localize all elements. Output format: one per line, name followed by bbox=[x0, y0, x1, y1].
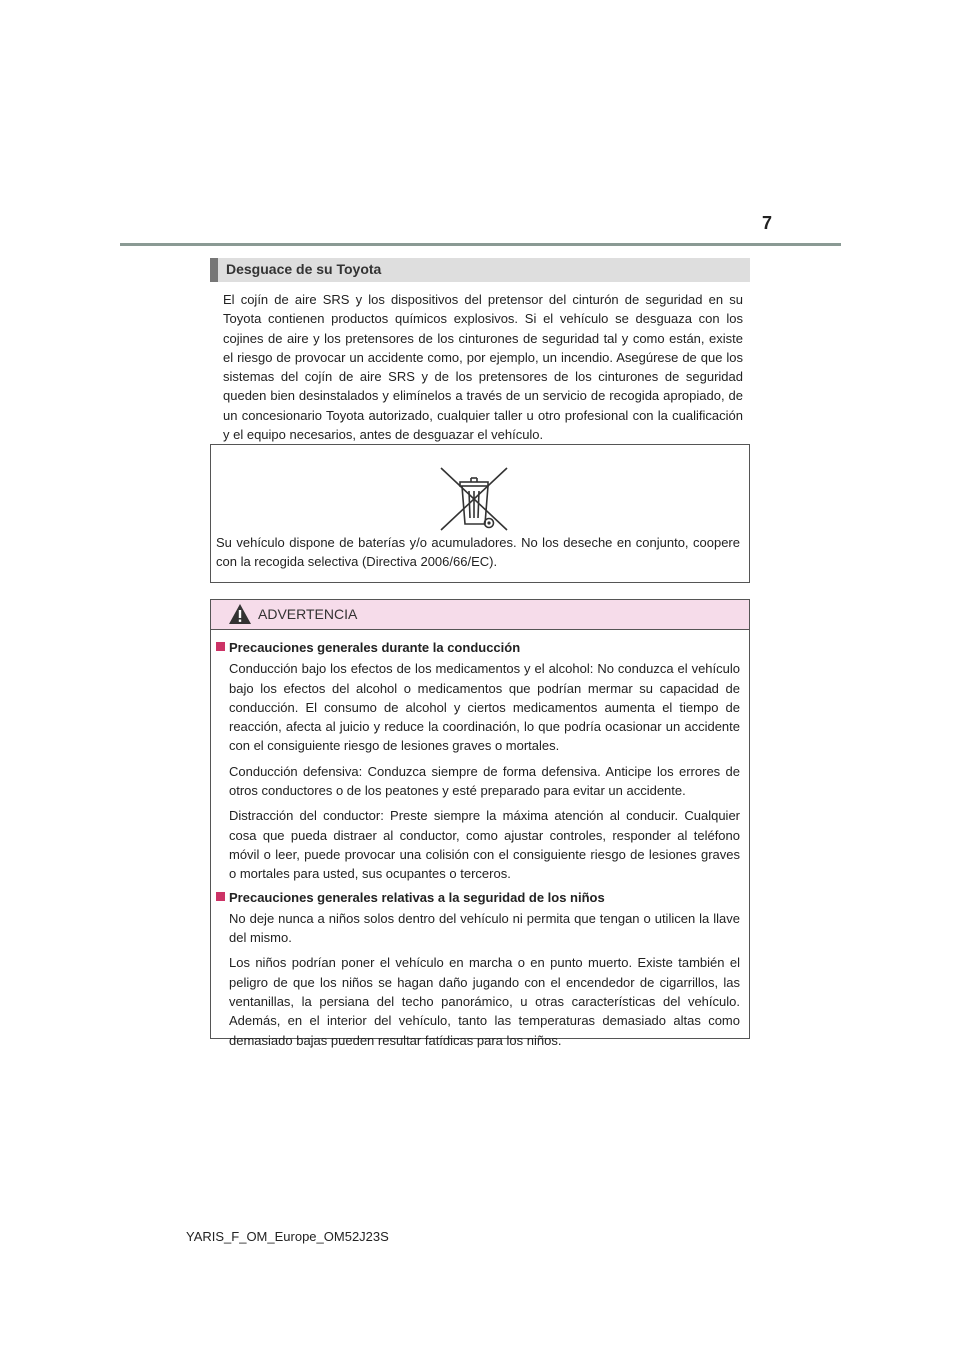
warning-triangle-icon bbox=[228, 603, 252, 625]
warning-paragraph: No deje nunca a niños solos dentro del vehículo ni permita que tengan o utilicen la llave del mismo. bbox=[229, 910, 740, 946]
battery-disposal-notice bbox=[210, 444, 750, 583]
section-heading bbox=[210, 258, 750, 282]
warning-box bbox=[210, 599, 750, 1048]
warning-header bbox=[211, 600, 749, 630]
page-number: 7 bbox=[761, 213, 772, 233]
square-bullet-icon bbox=[216, 892, 225, 901]
warning-title: ADVERTENCIA bbox=[258, 606, 358, 622]
section-paragraph: El cojín de aire SRS y los dispositivos del pretensor del cinturón de seguridad en su Toyota contienen productos químicos explosivos. Si el vehículo se desguaza con los cojines de aire y los pretensores de los cinturones de seguridad tal y como están, existe el riesgo de provocar un accidente como, por ejemplo, un incendio. Asegúrese de que los sistemas del cojín de aire SRS y de los pretensores de los cinturones de seguridad queden bien desinstalados y elimínelos a través de un servicio de recogida apropiado, de un concesionario Toyota autorizado, cualquier taller u otro profesional con la cualificación y el equipo necesarios, antes de desguazar el vehículo. bbox=[223, 292, 743, 443]
crossed-out-wheelie-bin-icon bbox=[439, 466, 509, 532]
square-bullet-icon bbox=[216, 642, 225, 651]
document-footer: YARIS_F_OM_Europe_OM52J23S bbox=[186, 1229, 389, 1244]
battery-notice-text: Su vehículo dispone de baterías y/o acumuladores. No los deseche en conjunto, coopere con la recogida selectiva (Directiva 2006/66/EC). bbox=[216, 535, 740, 569]
warning-paragraph: Conducción defensiva: Conduzca siempre de forma defensiva. Anticipe los errores de otros conductores o de los peatones y esté preparado para evitar un accidente. bbox=[229, 763, 740, 799]
warning-group-heading: Precauciones generales durante la conducción bbox=[216, 638, 740, 657]
warning-paragraph: Los niños podrían poner el vehículo en marcha o en punto muerto. Existe también el peligro de que los niños se hagan daño jugando con el encendedor de cigarrillos, las ventanillas, la persiana del techo panorámico, u otras características del vehículo. Además, en el interior del vehículo, tanto las temperaturas demasiado altas como demasiado bajas pueden resultar fatídicas para los niños. bbox=[229, 955, 740, 1048]
section-title: Desguace de su Toyota bbox=[226, 261, 382, 277]
warning-paragraph: Distracción del conductor: Preste siempre la máxima atención al conducir. Cualquier cosa que pueda distraer al conductor, como ajustar controles, responder al teléfono móvil o leer, puede provocar una colisión con el consiguiente riesgo de lesiones graves o mortales para usted, sus ocupantes o terceros. bbox=[229, 808, 740, 882]
header-rule bbox=[120, 243, 841, 246]
warning-group-heading: Precauciones generales relativas a la seguridad de los niños bbox=[216, 888, 740, 907]
warning-content bbox=[216, 638, 740, 1056]
warning-paragraph: Conducción bajo los efectos de los medicamentos y el alcohol: No conduzca el vehículo bajo los efectos del alcohol o medicamentos que podrían mermar su capacidad de conducción. El consumo de alcohol y ciertos medicamentos aumenta el tiempo de reacción, afecta al juicio y reduce la coordinación, lo que podría ocasionar un accidente con el consiguiente riesgo de lesiones graves o mortales. bbox=[229, 661, 740, 754]
